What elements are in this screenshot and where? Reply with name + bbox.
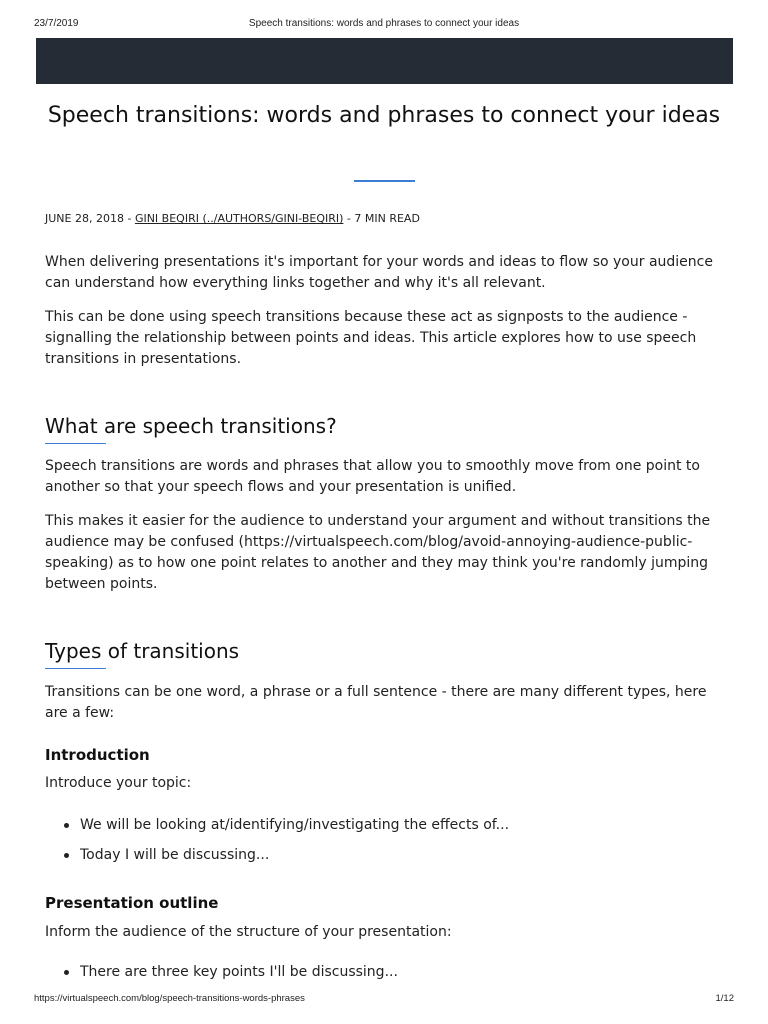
introduction-lead: Introduce your topic: [45,775,192,791]
section1-paragraph-2: This makes it easier for the audience to understand your argument and without transitions the audience may be confused (https://virtualspeech.com/blog/avoid-annoying-audience-public-speaking) as to how one point relates to another and they may think you're randomly jumping between points. [45,513,711,592]
section-heading-underline [45,668,106,669]
list-item-text: We will be looking at/identifying/investigating the effects of... [80,817,510,833]
subheading-presentation-outline: Presentation outline [45,894,219,912]
publish-date: JUNE 28, 2018 [45,212,124,225]
subheading-introduction: Introduction [45,746,150,764]
section-heading-underline [45,443,106,444]
author-link[interactable]: GINI BEQIRI (../AUTHORS/GINI-BEQIRI) [134,212,344,225]
meta-separator: - [343,212,355,225]
bullet-icon [64,970,69,975]
print-header [0,18,768,32]
print-footer [0,993,768,1007]
print-date: 23/7/2019 [34,18,79,29]
intro-paragraph-1: When delivering presentations it's important for your words and ideas to flow so your audience can understand how everything links together and why it's all relevant. [45,254,713,291]
print-url: https://virtualspeech.com/blog/speech-transitions-words-phrases [34,993,305,1004]
article-title: Speech transitions: words and phrases to connect your ideas [47,103,721,128]
outline-lead: Inform the audience of the structure of your presentation: [45,924,452,940]
section2-paragraph: Transitions can be one word, a phrase or a full sentence - there are many different types, here are a few: [45,684,707,721]
article-meta [45,212,420,225]
meta-separator: - [123,212,135,225]
list-item-text: There are three key points I'll be discussing... [80,964,398,980]
section-heading-types: Types of transitions [45,639,240,663]
site-nav-bar [36,38,733,84]
read-time: 7 MIN READ [354,212,420,225]
title-underline [354,180,415,182]
bullet-icon [64,823,69,828]
intro-paragraph-2: This can be done using speech transitions because these act as signposts to the audience - signalling the relationship between points and ideas. This article explores how to use speech transitions in presentations. [45,309,697,367]
bullet-icon [64,853,69,858]
section-heading-what-are: What are speech transitions? [45,414,337,438]
section1-paragraph-1: Speech transitions are words and phrases that allow you to smoothly move from one point to another so that your speech flows and your presentation is unified. [45,458,700,495]
page-number: 1/12 [715,993,734,1004]
list-item-text: Today I will be discussing... [80,847,270,863]
print-title: Speech transitions: words and phrases to connect your ideas [248,18,520,29]
